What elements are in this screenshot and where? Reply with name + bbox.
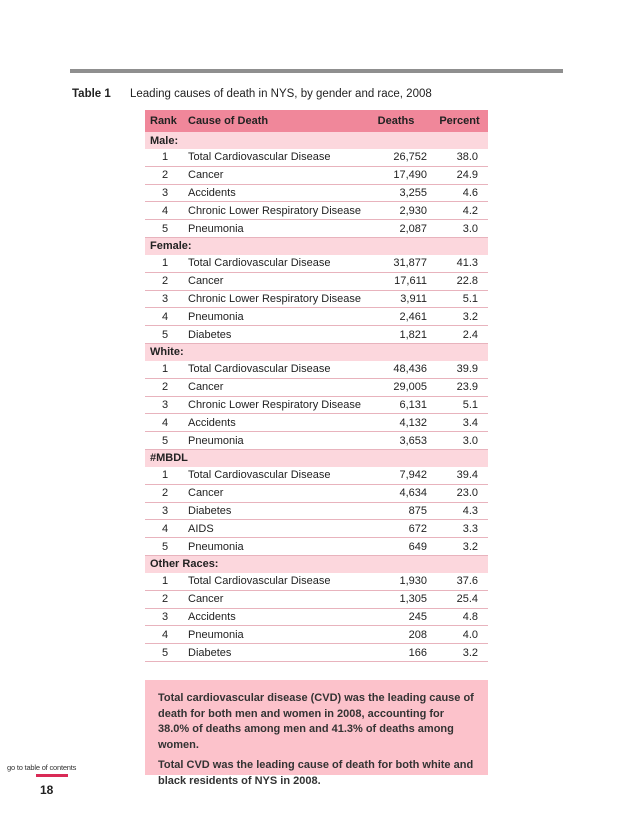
rank-cell: 4: [161, 628, 169, 641]
deaths-cell: 4,634: [399, 487, 427, 500]
column-header-deaths: Deaths: [377, 115, 415, 127]
group-heading: Male:: [145, 132, 488, 149]
causes-of-death-table: [145, 110, 488, 662]
percent-cell: 41.3: [456, 257, 478, 270]
cause-cell: Pneumonia: [188, 540, 244, 553]
percent-cell: 5.1: [462, 292, 478, 305]
rank-cell: 4: [161, 310, 169, 323]
column-header-cause: Cause of Death: [188, 115, 269, 127]
deaths-cell: 29,005: [393, 381, 427, 394]
table-row: [145, 485, 488, 503]
percent-cell: 39.4: [456, 469, 478, 482]
rank-cell: 1: [161, 575, 169, 588]
rank-cell: 1: [161, 363, 169, 376]
column-header-rank: Rank: [150, 115, 177, 127]
rank-cell: 1: [161, 469, 169, 482]
cause-cell: Pneumonia: [188, 310, 244, 323]
percent-cell: 4.0: [462, 628, 478, 641]
table-label: Table 1: [72, 88, 111, 100]
deaths-cell: 672: [408, 522, 427, 535]
cause-cell: Cancer: [188, 381, 224, 394]
deaths-cell: 31,877: [393, 257, 427, 270]
cause-cell: Cancer: [188, 275, 224, 288]
percent-cell: 4.3: [462, 504, 478, 517]
table-row: [145, 185, 488, 203]
percent-cell: 5.1: [462, 398, 478, 411]
cause-cell: Total Cardiovascular Disease: [188, 363, 331, 376]
rank-cell: 4: [161, 416, 169, 429]
deaths-cell: 7,942: [399, 469, 427, 482]
rank-cell: 4: [161, 522, 169, 535]
deaths-cell: 17,611: [394, 275, 427, 288]
table-row: [145, 503, 488, 521]
rank-cell: 2: [161, 381, 169, 394]
deaths-cell: 2,461: [399, 310, 427, 323]
deaths-cell: 3,255: [399, 186, 427, 199]
table-row: [145, 520, 488, 538]
page-number: 18: [40, 783, 54, 797]
rank-cell: 5: [161, 540, 169, 553]
percent-cell: 4.2: [462, 204, 478, 217]
cause-cell: Pneumonia: [188, 222, 244, 235]
cause-cell: AIDS: [188, 522, 214, 535]
table-body: [145, 132, 488, 662]
table-row: [145, 273, 488, 291]
deaths-cell: 2,087: [399, 222, 427, 235]
rank-cell: 1: [161, 257, 169, 270]
rank-cell: 2: [161, 593, 169, 606]
rank-cell: 2: [161, 169, 169, 182]
table-row: [145, 591, 488, 609]
group-heading: White:: [145, 344, 488, 361]
percent-cell: 37.6: [456, 575, 478, 588]
deaths-cell: 17,490: [393, 169, 427, 182]
cause-cell: Chronic Lower Respiratory Disease: [188, 204, 362, 217]
deaths-cell: 3,653: [399, 434, 427, 447]
percent-cell: 3.2: [462, 310, 478, 323]
deaths-cell: 1,305: [399, 593, 427, 606]
rank-cell: 3: [161, 398, 169, 411]
percent-cell: 38.0: [456, 151, 478, 164]
rank-cell: 1: [161, 151, 169, 164]
percent-cell: 2.4: [462, 328, 478, 341]
goto-contents-link[interactable]: go to table of contents: [7, 763, 77, 772]
table-row: [145, 397, 488, 415]
table-row: [145, 326, 488, 344]
group-heading: #MBDL: [145, 450, 488, 467]
rank-cell: 5: [161, 646, 169, 659]
cause-cell: Pneumonia: [188, 628, 244, 641]
rank-cell: 3: [161, 186, 169, 199]
table-row: [145, 379, 488, 397]
percent-cell: 3.0: [462, 434, 478, 447]
percent-cell: 23.9: [456, 381, 478, 394]
deaths-cell: 208: [408, 628, 427, 641]
cause-cell: Diabetes: [188, 646, 232, 659]
table-row: [145, 202, 488, 220]
cause-cell: Total Cardiovascular Disease: [188, 575, 331, 588]
deaths-cell: 875: [408, 504, 427, 517]
table-row: [145, 291, 488, 309]
cause-cell: Cancer: [188, 593, 224, 606]
percent-cell: 3.0: [462, 222, 478, 235]
summary-callout: [145, 680, 488, 787]
group-heading: Female:: [145, 238, 488, 255]
table-row: [145, 432, 488, 450]
cause-cell: Accidents: [188, 416, 236, 429]
top-rule: [70, 69, 563, 73]
cause-cell: Accidents: [188, 610, 236, 623]
table-row: [145, 644, 488, 662]
deaths-cell: 649: [408, 540, 427, 553]
cause-cell: Pneumonia: [188, 434, 244, 447]
column-header-percent: Percent: [439, 115, 480, 127]
cause-cell: Chronic Lower Respiratory Disease: [188, 292, 362, 305]
percent-cell: 24.9: [456, 169, 478, 182]
deaths-cell: 245: [408, 610, 427, 623]
cause-cell: Diabetes: [188, 328, 232, 341]
deaths-cell: 1,930: [399, 575, 427, 588]
table-row: [145, 308, 488, 326]
summary-paragraph-1: Total cardiovascular disease (CVD) was the leading cause of death for both men and women in 2008, accounting for 38.0% of deaths among men and 41.3% of deaths among women.: [158, 692, 474, 751]
table-row: [145, 149, 488, 167]
table-row: [145, 361, 488, 379]
table-row: [145, 414, 488, 432]
cause-cell: Chronic Lower Respiratory Disease: [188, 398, 362, 411]
cause-cell: Total Cardiovascular Disease: [188, 257, 331, 270]
percent-cell: 3.4: [462, 416, 478, 429]
percent-cell: 22.8: [456, 275, 478, 288]
rank-cell: 2: [161, 487, 169, 500]
table-row: [145, 220, 488, 238]
deaths-cell: 4,132: [399, 416, 427, 429]
cause-cell: Total Cardiovascular Disease: [188, 151, 331, 164]
percent-cell: 39.9: [456, 363, 478, 376]
cause-cell: Diabetes: [188, 504, 232, 517]
deaths-cell: 3,911: [400, 292, 427, 305]
deaths-cell: 6,131: [399, 398, 427, 411]
rank-cell: 5: [161, 222, 169, 235]
table-row: [145, 255, 488, 273]
table-header-row: [145, 110, 488, 132]
group-heading: Other Races:: [145, 556, 488, 573]
deaths-cell: 2,930: [399, 204, 427, 217]
table-row: [145, 573, 488, 591]
rank-cell: 3: [161, 610, 169, 623]
percent-cell: 23.0: [456, 487, 478, 500]
percent-cell: 3.3: [462, 522, 478, 535]
percent-cell: 4.6: [462, 186, 478, 199]
table-row: [145, 467, 488, 485]
cause-cell: Accidents: [188, 186, 236, 199]
rank-cell: 3: [161, 504, 169, 517]
percent-cell: 3.2: [462, 540, 478, 553]
table-row: [145, 626, 488, 644]
cause-cell: Cancer: [188, 487, 224, 500]
rank-cell: 3: [161, 292, 169, 305]
goto-contents-underline: [36, 774, 68, 777]
summary-paragraph-2: Total CVD was the leading cause of death for both white and black residents of NYS in 2008.: [158, 759, 474, 787]
table-row: [145, 538, 488, 556]
percent-cell: 25.4: [456, 593, 478, 606]
rank-cell: 4: [161, 204, 169, 217]
deaths-cell: 48,436: [393, 363, 427, 376]
percent-cell: 3.2: [462, 646, 478, 659]
rank-cell: 2: [161, 275, 169, 288]
deaths-cell: 1,821: [399, 328, 427, 341]
deaths-cell: 166: [408, 646, 427, 659]
table-title: Leading causes of death in NYS, by gender and race, 2008: [130, 88, 432, 100]
cause-cell: Cancer: [188, 169, 224, 182]
cause-cell: Total Cardiovascular Disease: [188, 469, 331, 482]
percent-cell: 4.8: [462, 610, 478, 623]
rank-cell: 5: [161, 434, 169, 447]
rank-cell: 5: [161, 328, 169, 341]
deaths-cell: 26,752: [393, 151, 427, 164]
table-row: [145, 167, 488, 185]
table-row: [145, 609, 488, 627]
